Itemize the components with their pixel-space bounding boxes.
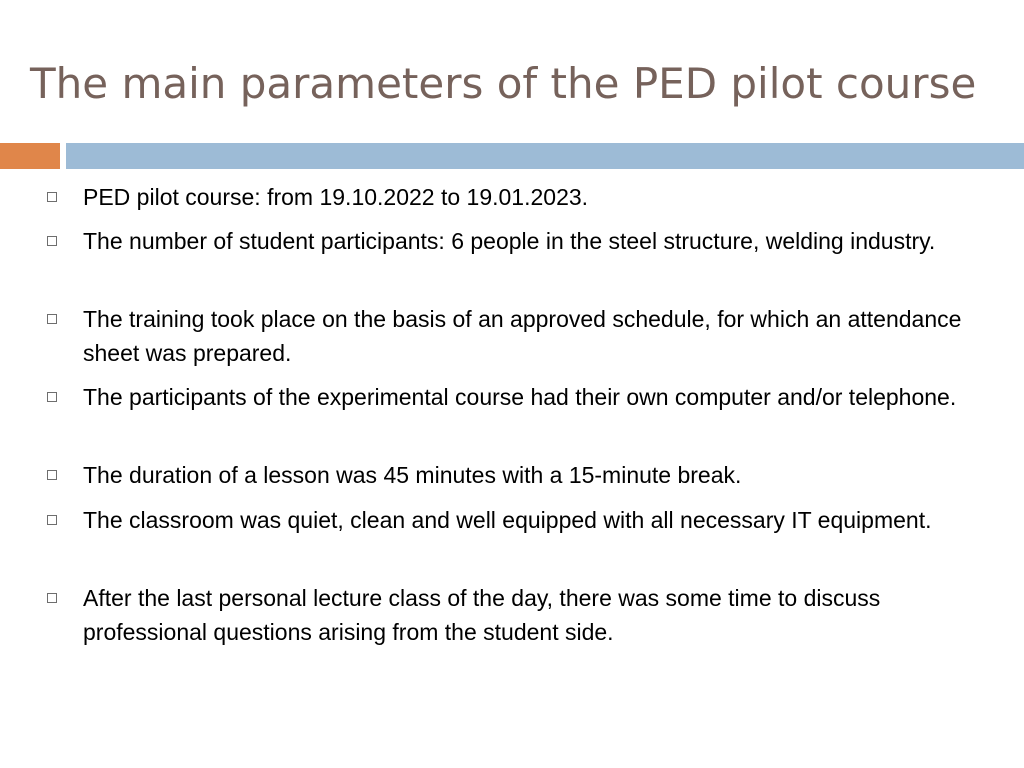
square-bullet-icon bbox=[47, 593, 57, 603]
slide-title: The main parameters of the PED pilot course bbox=[30, 59, 977, 108]
bullet-text: The duration of a lesson was 45 minutes with a 15-minute break. bbox=[83, 462, 742, 488]
bullet-text: The training took place on the basis of an approved schedule, for which an attendance sheet was prepared. bbox=[83, 306, 962, 366]
square-bullet-icon bbox=[47, 314, 57, 324]
square-bullet-icon bbox=[47, 470, 57, 480]
bullet-text: PED pilot course: from 19.10.2022 to 19.01.2023. bbox=[83, 184, 589, 210]
bullet-text: After the last personal lecture class of the day, there was some time to discuss professional questions arising from the student side. bbox=[83, 585, 881, 645]
square-bullet-icon bbox=[47, 515, 57, 525]
bullet-text: The classroom was quiet, clean and well equipped with all necessary IT equipment. bbox=[83, 507, 932, 533]
bullet-text: The participants of the experimental course had their own computer and/or telephone. bbox=[83, 384, 957, 410]
square-bullet-icon bbox=[47, 392, 57, 402]
bullet-text: The number of student participants: 6 people in the steel structure, welding industry. bbox=[83, 228, 936, 254]
square-bullet-icon bbox=[47, 236, 57, 246]
square-bullet-icon bbox=[47, 192, 57, 202]
